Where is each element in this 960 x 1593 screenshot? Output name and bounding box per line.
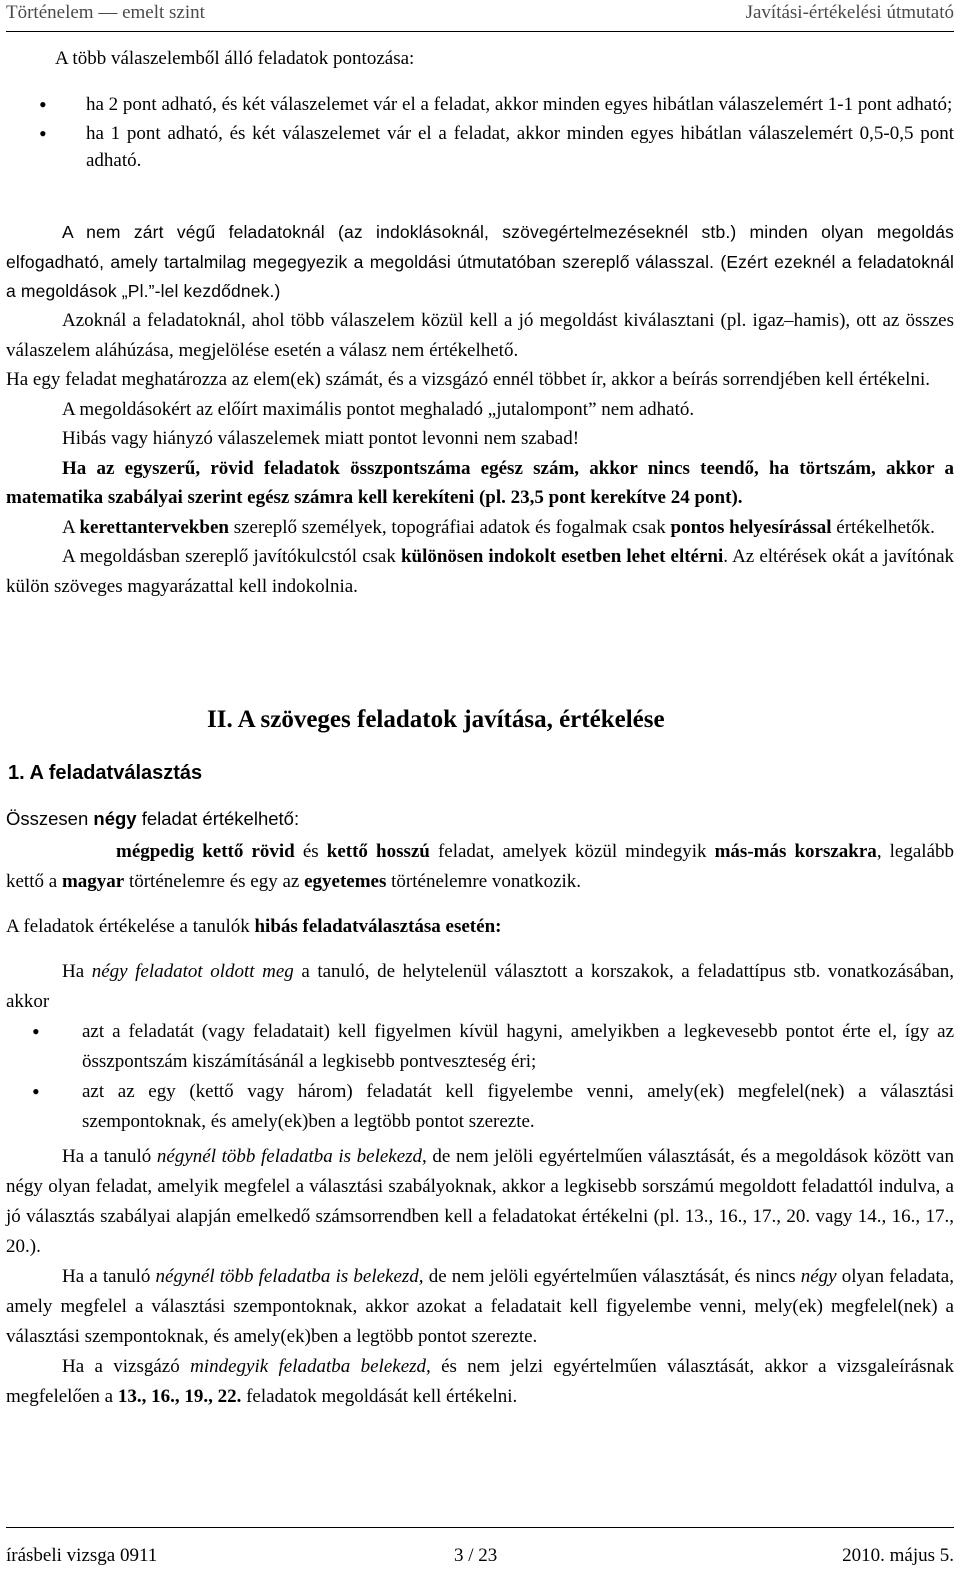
list-item: • azt az egy (kettő vagy három) feladatát kell figyelembe venni, amely(ek) megfelel(nek) a választási szempontoknak, és amely(ek)ben a legtöbb pontot szerezte.: [32, 1079, 954, 1132]
header-subject: Történelem — emelt szint: [6, 2, 205, 23]
choice-case-four: Ha négy feladatot oldott meg a tanuló, de helytelenül választott a korszakok, a feladattípus stb. vonatkozásában, akkor: [6, 961, 955, 1012]
rule-bonus-point: A megoldásokért az előírt maximális pontot meghaladó „jutalompont” nem adható.: [62, 398, 695, 420]
selection-rules-block: [6, 306, 954, 601]
choice-case-more-valid: Ha a tanuló négynél több feladatba is belekezd, de nem jelöli egyértelműen választását, és a megoldások között van négy olyan feladat, amelyik megfelel a választási szabályoknak, akkor a legkisebb sorszámú megoldott feladattól indulva, a jó választás szabályai alapján emelkedő számsorrendben kell a feladatokat értékelni (pl. 13., 16., 17., 20. vagy 14., 16., 17., 20.).: [6, 1146, 954, 1257]
bullet-icon: •: [32, 1019, 40, 1044]
rule-rounding: Ha az egyszerű, rövid feladatok összpontszáma egész szám, akkor nincs teendő, ha törtszám, akkor a matematika szabályai szerint egész számra kell kerekíteni (pl. 23,5 pont kerekítve 24 pont).: [6, 457, 954, 508]
list-item: • ha 2 pont adható, és két válaszelemet vár el a feladat, akkor minden egyes hibátlan válaszelemért 1-1 pont adható;: [39, 92, 953, 117]
open-task-p1: A nem zárt végű feladatoknál (az indoklásoknál, szövegértelmezéseknél stb.) minden olyan megoldás elfogadható, amely tartalmilag megegyezik a megoldási útmutatóban szereplő válasszal. (Ezért ezeknél a feladatoknál a megoldások „Pl.”-lel kezdődnek.): [6, 222, 954, 301]
subsection-heading: 1. A feladatválasztás: [8, 762, 203, 784]
choice-case-all: Ha a vizsgázó mindegyik feladatba belekezd, és nem jelzi egyértelműen választását, akkor a vizsgaleírásnak megfelelően a 13., 16., 19., 22. feladatok megoldását kell értékelni.: [6, 1356, 954, 1407]
choice-case-more-invalid: Ha a tanuló négynél több feladatba is belekezd, de nem jelöli egyértelműen választását, és nincs négy olyan feladata, amely megfelel a választási szempontoknak, akkor azokat a feladatait kell figyelembe venni, mely(ek) megfelel(nek) a választási szempontoknak, és amely(ek)ben a legtöbb pontot szerezte.: [6, 1266, 954, 1347]
choice-wrong-intro: A feladatok értékelése a tanulók hibás feladatválasztása esetén:: [6, 916, 502, 937]
header-doc-type: Javítási-értékelési útmutató: [745, 2, 954, 23]
choice-requirements: mégpedig kettő rövid és kettő hosszú feladat, amelyek közül mindegyik más-más korszakra, legalább kettő a magyar történelemre és egy az egyetemes történelemre vonatkozik.: [6, 841, 955, 892]
list-item: • azt a feladatát (vagy feladatait) kell figyelmen kívül hagyni, amelyikben a legkevesebb pontot érte el, így az összpontszám kiszámításánál a legkisebb pontveszteség éri;: [32, 1019, 954, 1072]
task-choice-block: [6, 804, 954, 1412]
open-task-block: [6, 218, 954, 307]
section-heading: II. A szöveges feladatok javítása, értékelése: [207, 706, 665, 733]
open-task-p3: Ha egy feladat meghatározza az elem(ek) számát, és a vizsgázó ennél többet ír, akkor a beírás sorrendjében kell értékelni.: [6, 369, 930, 390]
rule-spelling: A kerettantervekben szereplő személyek, topográfiai adatok és fogalmak csak pontos helyesírással értékelhetők.: [62, 516, 935, 538]
header-rule: [6, 31, 954, 32]
bullet-icon: •: [32, 1079, 40, 1104]
bullet-icon: •: [39, 121, 47, 146]
footer-exam-code: írásbeli vizsga 0911: [6, 1545, 158, 1566]
multi-scoring-title: A több válaszelemből álló feladatok pontozása:: [55, 48, 415, 69]
footer-rule: [6, 1527, 954, 1528]
multi-scoring-block: [6, 45, 954, 174]
bullet-icon: •: [39, 92, 47, 117]
list-item: • ha 1 pont adható, és két válaszelemet vár el a feladat, akkor minden egyes hibátlan válaszelemért 0,5-0,5 pont adható.: [39, 121, 954, 171]
footer-page-number: 3 / 23: [454, 1545, 498, 1566]
page-footer: [6, 1545, 954, 1575]
multi-scoring-list: [6, 91, 954, 174]
open-task-p2: Azoknál a feladatoknál, ahol több válaszelem közül kell a jó megoldást kiválasztani (pl. igaz–hamis), ott az összes válaszelem aláhúzása, megjelölése esetén a válasz nem értékelhető.: [6, 310, 954, 361]
page-header: [6, 0, 954, 28]
choice-case-four-list: [6, 1017, 954, 1137]
footer-date: 2010. május 5.: [842, 1545, 954, 1566]
choice-total: Összesen négy feladat értékelhető:: [6, 808, 300, 829]
rule-deviation: A megoldásban szereplő javítókulcstól csak különösen indokolt esetben lehet eltérni. Az eltérések okát a javítónak külön szöveges magyarázattal kell indokolnia.: [6, 546, 954, 597]
rule-no-deduction: Hibás vagy hiányzó válaszelemek miatt pontot levonni nem szabad!: [62, 428, 580, 449]
